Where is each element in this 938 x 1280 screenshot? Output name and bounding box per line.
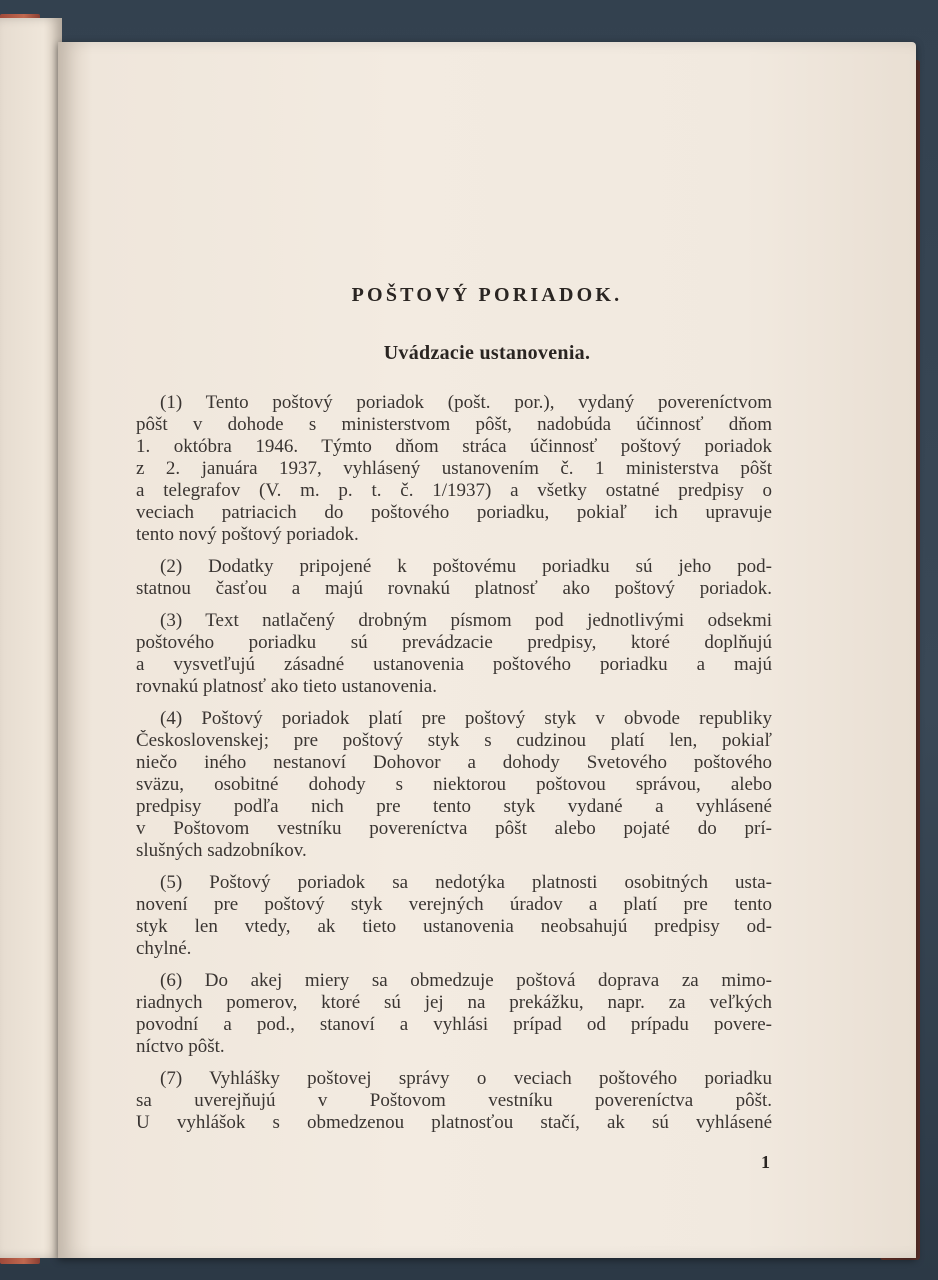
book-page	[58, 42, 916, 1258]
text-line: niečo iného nestanoví Dohovor a dohody Svetového poštového	[136, 752, 772, 773]
text-line: (6) Do akej miery sa obmedzuje poštová doprava za mimo-	[160, 970, 772, 991]
text-line: (7) Vyhlášky poštovej správy o veciach poštového poriadku	[160, 1068, 772, 1089]
text-line: pôšt v dohode s ministerstvom pôšt, nadobúda účinnosť dňom	[136, 414, 772, 435]
body-text	[136, 392, 772, 1144]
text-line: (2) Dodatky pripojené k poštovému poriadku sú jeho pod-	[160, 556, 772, 577]
text-line: povodní a pod., stanoví a vyhlási prípad od prípadu povere-	[136, 1014, 772, 1035]
text-line: tento nový poštový poriadok.	[136, 524, 359, 545]
document-title: POŠTOVÝ PORIADOK.	[351, 284, 623, 306]
text-line: styk len vtedy, ak tieto ustanovenia neobsahujú predpisy od-	[136, 916, 772, 937]
paragraph-6	[136, 970, 772, 1058]
text-line: (3) Text natlačený drobným písmom pod jednotlivými odsekmi	[160, 610, 772, 631]
section-title: Uvádzacie ustanovenia.	[383, 342, 591, 364]
paragraph-5	[136, 872, 772, 960]
text-line: (5) Poštový poriadok sa nedotýka platnosti osobitných usta-	[160, 872, 772, 893]
paragraph-1	[136, 392, 772, 546]
paragraph-3	[136, 610, 772, 698]
page-number: 1	[761, 1152, 770, 1172]
text-line: chylné.	[136, 938, 192, 959]
text-line: a vysvetľujú zásadné ustanovenia poštového poriadku a majú	[136, 654, 772, 675]
text-line: U vyhlášok s obmedzenou platnosťou stačí, ak sú vyhlásené	[136, 1112, 772, 1133]
text-line: veciach patriacich do poštového poriadku, pokiaľ ich upravuje	[136, 502, 772, 523]
left-page-edge	[0, 18, 62, 1258]
text-line: rovnakú platnosť ako tieto ustanovenia.	[136, 676, 437, 697]
text-line: Československej; pre poštový styk s cudzinou platí len, pokiaľ	[136, 730, 772, 751]
text-line: v Poštovom vestníku povereníctva pôšt alebo pojaté do prí-	[136, 818, 772, 839]
text-line: poštového poriadku sú prevádzacie predpisy, ktoré doplňujú	[136, 632, 772, 653]
text-line: z 2. januára 1937, vyhlásený ustanovením č. 1 ministerstva pôšt	[136, 458, 772, 479]
paragraph-4	[136, 708, 772, 862]
text-line: (4) Poštový poriadok platí pre poštový styk v obvode republiky	[160, 708, 772, 729]
paragraph-7	[136, 1068, 772, 1134]
text-line: statnou časťou a majú rovnakú platnosť ako poštový poriadok.	[136, 578, 772, 599]
text-line: níctvo pôšt.	[136, 1036, 225, 1057]
text-line: novení pre poštový styk verejných úradov a platí pre tento	[136, 894, 772, 915]
text-line: slušných sadzobníkov.	[136, 840, 307, 861]
text-line: sväzu, osobitné dohody s niektorou poštovou správou, alebo	[136, 774, 772, 795]
text-line: a telegrafov (V. m. p. t. č. 1/1937) a všetky ostatné predpisy o	[136, 480, 772, 501]
text-line: riadnych pomerov, ktoré sú jej na prekážku, napr. za veľkých	[136, 992, 772, 1013]
text-line: (1) Tento poštový poriadok (pošt. por.), vydaný povereníctvom	[160, 392, 772, 413]
text-line: sa uverejňujú v Poštovom vestníku povereníctva pôšt.	[136, 1090, 772, 1111]
paragraph-2	[136, 556, 772, 600]
text-line: 1. októbra 1946. Týmto dňom stráca účinnosť poštový poriadok	[136, 436, 772, 457]
text-line: predpisy podľa nich pre tento styk vydané a vyhlásené	[136, 796, 772, 817]
